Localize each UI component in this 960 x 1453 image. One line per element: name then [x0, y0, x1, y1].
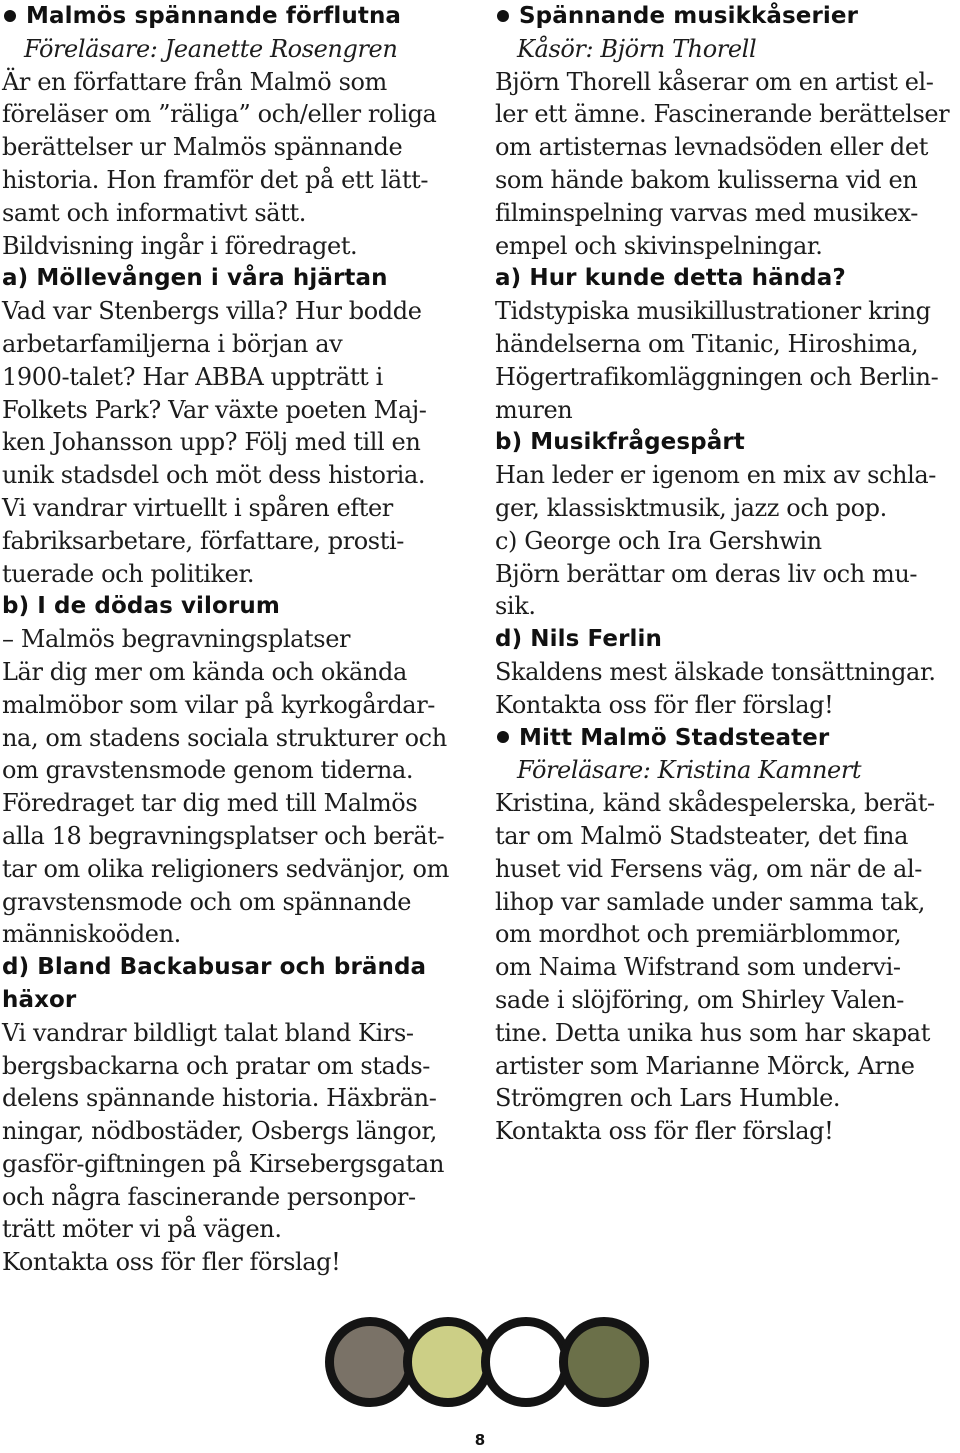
section-heading-2 [495, 722, 957, 755]
text-line: Vi vandrar virtuellt i spåren efter [2, 493, 393, 522]
text-line: artister som Marianne Mörck, Arne [495, 1051, 915, 1080]
text-line: och några fascinerande personpor- [2, 1182, 416, 1211]
text-line: Bildvisning ingår i föredraget. [2, 231, 358, 260]
decorative-circles [325, 1317, 645, 1407]
text-line: fabriksarbetare, författare, prosti- [2, 526, 404, 555]
text-line: samt och informativt sätt. [2, 198, 306, 227]
lecturer-line-2: Föreläsare: Kristina Kamnert [517, 756, 862, 785]
text-line: händelserna om Titanic, Hiroshima, [495, 329, 919, 358]
circle-icon [403, 1317, 493, 1407]
subheading-a: a) Hur kunde detta hända? [495, 265, 846, 292]
text-line: ler ett ämne. Fascinerande berättelser [495, 100, 950, 129]
circle-icon [559, 1317, 649, 1407]
text-line: Vad var Stenbergs villa? Hur bodde [2, 297, 422, 326]
text-line: Lär dig mer om kända och okända [2, 657, 407, 686]
text-line: bergsbackarna och pratar om stads- [2, 1051, 431, 1080]
text-line: na, om stadens sociala strukturer och [2, 723, 447, 752]
text-line: Björn berättar om deras liv och mu- [495, 559, 918, 588]
bullet-icon [4, 10, 16, 22]
text-line: Föredraget tar dig med till Malmös [2, 789, 418, 818]
left-a-text [2, 295, 472, 590]
text-line: unik stadsdel och möt dess historia. [2, 461, 426, 490]
text-line: Tidstypiska musikillustrationer kring [495, 297, 931, 326]
text-line: lihop var samlade under samma tak, [495, 887, 925, 916]
left-intro [2, 66, 472, 263]
text-line: trätt möter vi på vägen. [2, 1215, 282, 1244]
right-b-text [495, 459, 957, 525]
bullet-icon [497, 10, 509, 22]
section-title: Spännande musikkåserier [519, 3, 859, 29]
text-line: empel och skivinspelningar. [495, 231, 823, 260]
subheading-b-sub: – Malmös begravningsplatser [2, 625, 351, 654]
circle-icon [325, 1317, 415, 1407]
text-line: sade i slöjföring, om Shirley Valen- [495, 985, 904, 1014]
text-line: ger, klassisktmusik, jazz och pop. [495, 493, 887, 522]
text-line: alla 18 begravningsplatser och berät- [2, 821, 445, 850]
text-line: Högertrafikomläggningen och Berlin- [495, 362, 939, 391]
text-line: sik. [495, 592, 536, 621]
right-column [495, 0, 957, 1148]
text-line: Folkets Park? Var växte poeten Maj- [2, 395, 427, 424]
text-line: Kontakta oss för fler förslag! [2, 1248, 341, 1277]
text-line: filminspelning varvas med musikex- [495, 198, 918, 227]
left-column [2, 0, 472, 1279]
text-line: arbetarfamiljerna i början av [2, 329, 343, 358]
text-line: historia. Hon framför det på ett lätt- [2, 165, 429, 194]
section-title-2: Mitt Malmö Stadsteater [519, 724, 830, 751]
section-heading [495, 0, 957, 33]
text-line: om mordhot och premiärblommor, [495, 920, 902, 949]
section-title: Malmös spännande förflutna [26, 3, 402, 29]
right-text-2 [495, 787, 957, 1148]
text-line: tine. Detta unika hus som har skapat [495, 1018, 930, 1047]
left-d-text [2, 1017, 472, 1279]
right-a-text [495, 295, 957, 426]
bullet-icon [497, 731, 509, 743]
text-line: Är en författare från Malmö som [2, 67, 387, 96]
text-line: gravstensmode och om spännande [2, 887, 412, 916]
right-intro [495, 66, 957, 263]
text-line: häxor [2, 986, 77, 1013]
text-line: huset vid Fersens väg, om när de al- [495, 854, 922, 883]
right-c-text [495, 558, 957, 624]
text-line: Björn Thorell kåserar om en artist el- [495, 67, 934, 96]
lecturer-line: Föreläsare: Jeanette Rosengren [24, 34, 398, 63]
text-line: om artisternas levnadsöden eller det [495, 133, 928, 162]
text-line: gasför-giftningen på Kirsebergsgatan [2, 1149, 445, 1178]
text-line: tuerade och politiker. [2, 559, 255, 588]
subheading-d [2, 951, 472, 1017]
subheading-b: b) I de dödas vilorum [2, 593, 280, 620]
text-line: ken Johansson upp? Följ med till en [2, 428, 421, 457]
subheading-d: d) Nils Ferlin [495, 626, 662, 653]
text-line: som hände bakom kulisserna vid en [495, 165, 918, 194]
subheading-a: a) Möllevången i våra hjärtan [2, 265, 388, 292]
text-line: Han leder er igenom en mix av schla- [495, 461, 937, 490]
text-line: berättelser ur Malmös spännande [2, 133, 403, 162]
text-line: ningar, nödbostäder, Osbergs längor, [2, 1117, 438, 1146]
text-line: Kontakta oss för fler förslag! [495, 690, 834, 719]
text-line: om gravstensmode genom tiderna. [2, 756, 414, 785]
right-d-text [495, 656, 957, 722]
text-line: människoöden. [2, 920, 181, 949]
text-line: Kontakta oss för fler förslag! [495, 1117, 834, 1146]
text-line: Skaldens mest älskade tonsättningar. [495, 657, 936, 686]
page-number: 8 [474, 1431, 486, 1449]
section-heading [2, 0, 472, 33]
text-line: tar om Malmö Stadsteater, det fina [495, 821, 909, 850]
circle-icon [481, 1317, 571, 1407]
text-line: malmöbor som vilar på kyrkogårdar- [2, 690, 436, 719]
text-line: 1900-talet? Har ABBA uppträtt i [2, 362, 383, 391]
left-b-text [2, 656, 472, 951]
text-line: muren [495, 395, 573, 424]
text-line: Strömgren och Lars Humble. [495, 1084, 841, 1113]
text-line: om Naima Wifstrand som undervi- [495, 953, 901, 982]
text-line: Kristina, känd skådespelerska, berät- [495, 789, 935, 818]
subheading-c: c) George och Ira Gershwin [495, 526, 822, 555]
text-line: föreläser om ”räliga” och/eller roliga [2, 100, 437, 129]
lecturer-line: Kåsör: Björn Thorell [517, 34, 757, 63]
text-line: tar om olika religioners sedvänjor, om [2, 854, 449, 883]
subheading-b: b) Musikfrågespårt [495, 429, 745, 456]
text-line: d) Bland Backabusar och brända [2, 954, 427, 981]
text-line: delens spännande historia. Häxbrän- [2, 1084, 437, 1113]
text-line: Vi vandrar bildligt talat bland Kirs- [2, 1018, 414, 1047]
